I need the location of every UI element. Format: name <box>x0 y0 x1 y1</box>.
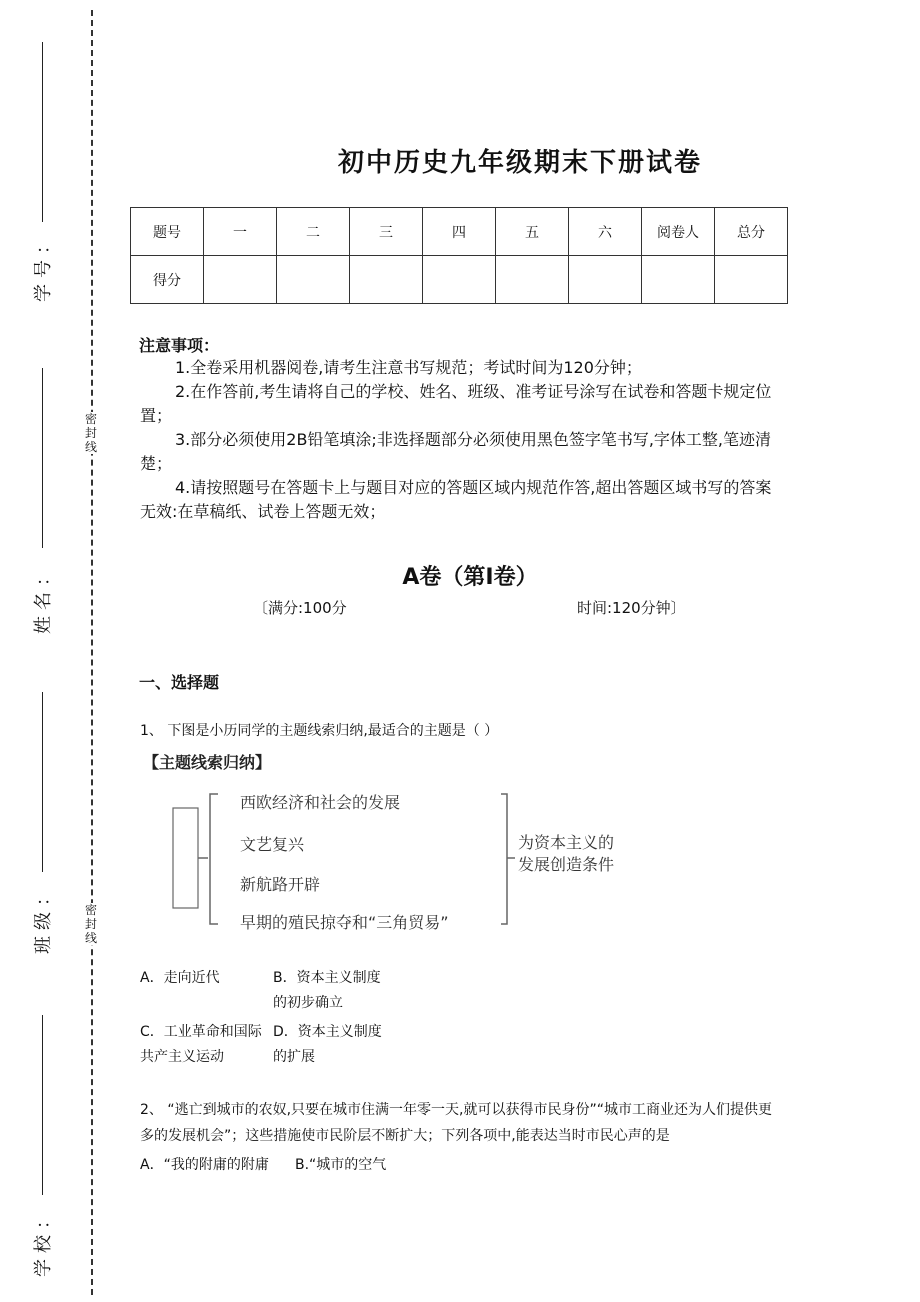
score-cell <box>423 256 496 304</box>
q1-option-d: D．资本主义制度的扩展 <box>273 1024 382 1065</box>
figure-result-line-1: 为资本主义的 <box>518 833 615 852</box>
figure-item-2: 文艺复兴 <box>240 835 305 854</box>
page-title: 初中历史九年级期末下册试卷 <box>337 148 702 178</box>
school-label: 学校： <box>33 1205 54 1277</box>
binding-dashed-line <box>91 10 93 1295</box>
note-item-4: 4.请按照题号在答题卡上与题目对应的答题区域内规范作答,超出答题区域书写的答案无效:在草稿纸、试卷上答题无效； <box>140 478 772 521</box>
q1-option-c: C．工业革命和国际共产主义运动 <box>140 1024 262 1065</box>
figure-item-4: 早期的殖民掠夺和“三角贸易” <box>240 913 449 932</box>
note-item-3: 3.部分必须使用2B铅笔填涂;非选择题部分必须使用黑色签字笔书写,字体工整,笔迹清楚； <box>140 430 771 473</box>
header-cell: 六 <box>569 208 642 256</box>
q2-option-a: A．“我的附庸的附庸 <box>140 1157 269 1173</box>
header-cell: 五 <box>496 208 569 256</box>
name-underline <box>42 368 43 548</box>
student-id-underline <box>42 42 43 222</box>
class-underline <box>42 692 43 872</box>
full-score: 〔满分:100分 <box>253 599 347 617</box>
figure-title: 【主题线索归纳】 <box>143 753 272 772</box>
seal-line-text-top: 密封线 <box>84 412 97 454</box>
figure-item-3: 新航路开辟 <box>240 875 321 894</box>
header-cell: 阅卷人 <box>642 208 715 256</box>
figure-result <box>518 832 648 876</box>
score-table-score-row <box>131 256 788 304</box>
header-cell: 题号 <box>131 208 204 256</box>
figure-result-line-2: 发展创造条件 <box>518 855 615 874</box>
school-underline <box>42 1015 43 1195</box>
q1-option-a: A．走向近代 <box>140 970 220 986</box>
score-cell <box>277 256 350 304</box>
q1-option-b: B．资本主义制度的初步确立 <box>273 970 381 1011</box>
score-table <box>130 207 788 304</box>
notes-title: 注意事项： <box>139 336 220 355</box>
header-cell: 一 <box>204 208 277 256</box>
note-item-2: 2.在作答前,考生请将自己的学校、姓名、班级、准考证号涂写在试卷和答题卡规定位置； <box>140 382 772 425</box>
q2-option-b: B.“城市的空气 <box>295 1157 387 1173</box>
score-table-header-row <box>131 208 788 256</box>
score-cell <box>496 256 569 304</box>
question-1-stem: 1、 下图是小历同学的主题线索归纳,最适合的主题是（ ） <box>140 723 499 739</box>
score-cell <box>204 256 277 304</box>
figure-item-1: 西欧经济和社会的发展 <box>240 793 401 812</box>
student-id-label: 学号： <box>33 230 54 302</box>
class-label: 班级： <box>33 882 54 954</box>
volume-title: A卷（第Ⅰ卷） <box>402 565 538 590</box>
name-label: 姓名： <box>33 562 54 634</box>
header-cell: 四 <box>423 208 496 256</box>
exam-time: 时间:120分钟〕 <box>577 599 686 617</box>
section-title: 一、选择题 <box>139 673 220 692</box>
score-cell <box>715 256 788 304</box>
header-cell: 总分 <box>715 208 788 256</box>
theme-clue-figure <box>143 750 663 940</box>
score-cell <box>569 256 642 304</box>
note-item-1: 1.全卷采用机器阅卷,请考生注意书写规范；考试时间为120分钟； <box>175 358 642 377</box>
seal-line-text-bottom: 密封线 <box>84 903 97 945</box>
question-2-stem: 2、 “逃亡到城市的农奴,只要在城市住满一年零一天,就可以获得市民身份”“城市工商业还为人们提供更多的发展机会”；这些措施使市民阶层不断扩大；下列各项中,能表达当时市民心声的是 <box>140 1102 773 1144</box>
score-row-label: 得分 <box>131 256 204 304</box>
score-cell <box>350 256 423 304</box>
score-cell <box>642 256 715 304</box>
header-cell: 三 <box>350 208 423 256</box>
header-cell: 二 <box>277 208 350 256</box>
